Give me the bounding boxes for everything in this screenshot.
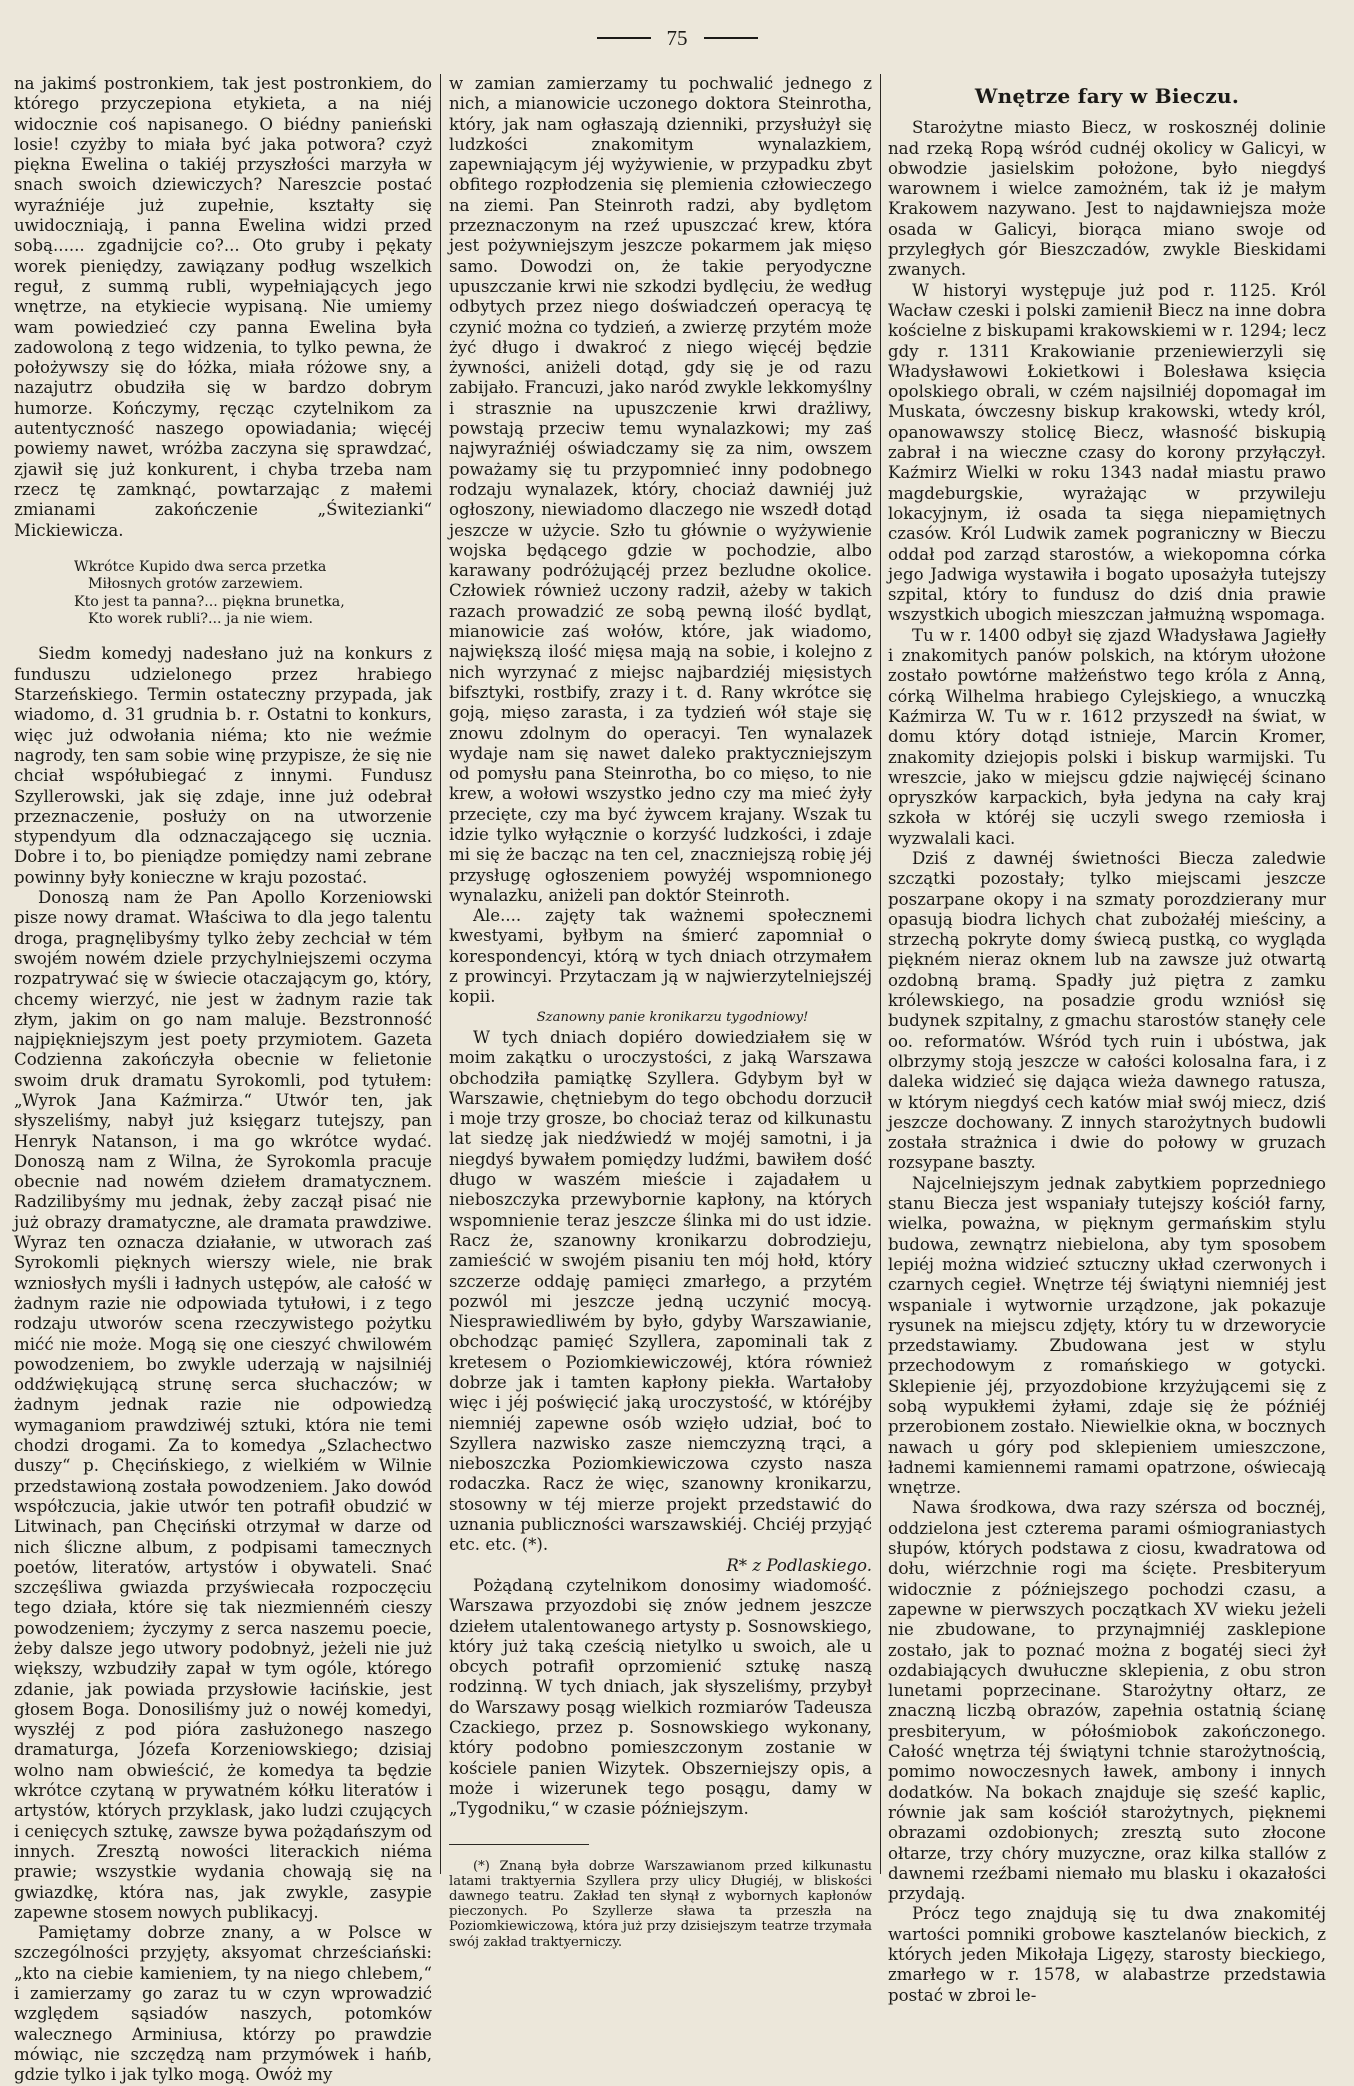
article-paragraph: Nawa środkowa, dwa razy szérsza od bocznéj, oddzielona jest czterema parami ośmiograniastych słupów, których podstawa z ciosu, kwadratowa od dołu, wiérzchnie rogi ma ścięte. Presbiteryum widocznie z późniejszego pochodzi czasu, a zapewne w pierwszych początkach XV wieku jeżeli nie zbudowane, to przynajmniéj zasklepione zostało, jak to poznać można z bogatéj sieci żył ozdabiających dwułuczne sklepienia, z obu stron lunetami poprzecinane. Starożytny ołtarz, ze znaczną liczbą obrazów, zapełnia ostatnią ścianę presbiteryum, w półośmiobok zakończonego. Całość wnętrza téj świątyni tchnie starożytnością, pomimo nowoczesnych ławek, ambony i innych dodatków. Na bokach znajduje się sześć kaplic, równie jak sam kościół starożytnych, pięknemi obrazami ozdobionych; zresztą suto złocone ołtarze, trzy chóry muzyczne, oraz kilka stallów z dawnemi rzeźbami niemało mu blasku i okazałości przydają. <box>888 1498 1326 1904</box>
article-paragraph: na jakimś postronkiem, tak jest postronkiem, do którego przyczepiona etykieta, a na niéj widocznie coś napisanego. O biédny panieński losie! czyżby to miała być jaka potwora? czyż piękna Ewelina o takiéj przyszłości marzyła w snach swoich dziewiczych? Nareszcie postać wyraźniéje już zupełnie, kształty się uwidoczniają, i panna Ewelina widzi przed sobą...... zgadnijcie co?... Oto gruby i pękaty worek pieniędzy, zawiązany podług wszelkich reguł, z summą rubli, wypełniających jego wnętrze, na etykiecie wypisaną. Nie umiemy wam powiedzieć czy panna Ewelina była zadowoloną z tego widzenia, to tylko pewna, że położywszy się do łóżka, miała różowe sny, a nazajutrz obudziła się w bardzo dobrym humorze. Kończymy, ręcząc czytelnikom za autentyczność naszego opowiadania; więcéj powiemy nawet, wróżba zaczyna się sprawdzać, zjawił się już konkurent, i chyba trzeba nam rzecz tę zamknąć, powtarzając z małemi zmianami zakończenie „Świtezianki“ Mickiewicza. <box>14 74 432 540</box>
page-header <box>0 16 1354 60</box>
column-2 <box>449 74 872 1950</box>
article-paragraph: w zamian zamierzamy tu pochwalić jednego z nich, a mianowicie uczonego doktora Steinrotha, który, jak nam ogłaszają dzienniki, przysłużył się ludzkości znakomitym wynalazkiem, zapewniającym jéj wyżywienie, w przypadku zbyt obfitego rozpłodzenia się plemienia człowieczego na ziemi. Pan Steinroth radzi, aby bydlętom przeznaczonym na rzeź upuszczać krew, która jest pożywniejszym jeszcze pokarmem jak mięso samo. Dowodzi on, że takie peryodyczne upuszczanie krwi nie szkodzi bydlęciu, że według odbytych przez niego doświadczeń operacyą tę czynić można co tydzień, a zwierzę przytém może żyć długo i dwakroć z niego więcéj będzie żywności, aniżeli dotąd, gdy się je od razu zabijało. Francuzi, jako naród zwykle lekkomyślny i strasznie na upuszczenie krwi drażliwy, powstają przeciw temu wynalazkowi; my zaś najwyraźniéj oświadczamy się za nim, owszem poważamy się tu przypomnieć inny podobnego rodzaju wynalazek, który, chociaż dawniéj już ogłoszony, niewiadomo dlaczego nie wszedł dotąd jeszcze w użycie. Szło tu głównie o wyżywienie wojska będącego gdzie w pochodzie, albo karawany podróżującéj przez bezludne okolice. Człowiek również uczony radził, ażeby w takich razach prowadzić ze sobą pewną ilość bydląt, mianowicie zaś wołów, które, jak wiadomo, największą ilość mięsa mają na sobie, i kolejno z nich wyrzynać z miejsc najbardziéj mięsistych bifsztyki, rostbify, zrazy i t. d. Rany wkrótce się goją, mięso zarasta, i za tydzień wół staje się znowu zdolnym do operacyi. Ten wynalazek wydaje nam się nawet daleko praktyczniejszym od pomysłu pana Steinrotha, bo co mięso, to nie krew, a wołowi wszystko jedno czy ma mieć żyły przecięte, czy ma być żywcem krajany. Wszak tu idzie tylko wyłącznie o korzyść ludzkości, i zdaje mi się że bacząc na ten cel, znaczniejszą robię jéj przysługę ogłoszeniem powyżéj wspomnionego wynalazku, aniżeli pan doktór Steinroth. <box>449 74 872 905</box>
column-divider-right <box>880 74 881 1874</box>
article-paragraph: Starożytne miasto Biecz, w roskosznéj dolinie nad rzeką Ropą wśród cudnéj okolicy w Galicyi, w obwodzie jasielskim położone, było niegdyś warownem i wielce zamożném, tak iż je małym Krakowem nazywano. Jest to najdawniejsza może osada w Galicyi, biorąca miano swoje od przyległych gór Bieszczadów, zwykle Bieskidami zwanych. <box>888 118 1326 280</box>
footnote: (*) Znaną była dobrze Warszawianom przed kilkunastu latami traktyernia Szyllera przy ulicy Długiéj, w bliskości dawnego teatru. Zakład ten słynął z wybornych kapłonów pieczonych. Po Szyllerze sława ta przeszła na Poziomkiewiczową, która już przy dzisiejszym teatrze trzymała swój zakład traktyerniczy. <box>449 1858 872 1950</box>
article-paragraph: Pożądaną czytelnikom donosimy wiadomość. Warszawa przyozdobi się znów jednem jeszcze dziełem utalentowanego artysty p. Sosnowskiego, który już taką cześcią nietylko u swoich, ale u obcych potrafił oprzomienić sztukę naszą rodzinną. W tych dniach, jak słyszeliśmy, przybył do Warszawy posąg wielkich rozmiarów Tadeusza Czackiego, przez p. Sosnowskiego wykonany, który podobno pomieszczonym zostanie w kościele panien Wizytek. Obszerniejszy opis, a może i wizerunek tego posągu, damy w „Tygodniku,“ w czasie późniejszym. <box>449 1575 872 1819</box>
letter-paragraph: W tych dniach dopiéro dowiedziałem się w moim zakątku o uroczystości, z jaką Warszawa obchodziła pamiątkę Szyllera. Gdybym był w Warszawie, chętniebym do tego obchodu dorzucił i moje trzy grosze, bo chociaż teraz od kilkunastu lat siedzę jak niedźwiedź w mojéj samotni, i ja niegdyś bywałem pomiędzy ludźmi, bawiłem dość długo w waszém mieście i zajadałem u nieboszczyka przewybornie kapłony, na których wspomnienie teraz jeszcze ślinka mi do ust idzie. Racz że, szanowny kronikarzu dobrodzieju, zamieścić w swojém pisaniu ten mój hołd, który szczerze oddaję pamięci zmarłego, a przytém pozwól mi jeszcze jedną uczynić mocyą. Niesprawiedliwém by było, gdyby Warszawianie, obchodząc pamięć Szyllera, zapominali tak z kretesem o Poziomkiewiczowéj, która również dobrze jak i tamten kapłony piekła. Wartałoby więc i jéj poświęcić jaką uroczystość, w któréjby niemniéj zapewne osób wzięło udział, boć to Szyllera nazwisko zasze niemczyzną trąci, a nieboszczka Poziomkiewiczowa czysto nasza rodaczka. Racz że więc, szanowny kronikarzu, stosowny w téj mierze projekt przedstawić do uznania publiczności warszawskiéj. Chciéj przyjąć etc. etc. (*). <box>449 1027 872 1555</box>
header-rule-right <box>704 37 758 39</box>
article-paragraph: W historyi występuje już pod r. 1125. Król Wacław czeski i polski zamienił Biecz na inne dobra kościelne z biskupami krakowskiemi w r. 1294; lecz gdy r. 1311 Krakowianie przeniewierzyli się Władysławowi Łokietkowi i Bolesława księcia opolskiego obrali, w czém najsilniéj dopomagał im Muskata, ówczesny biskup krakowski, wtedy król, opanowawszy stolicę Biecz, własność biskupią zabrał i na wieczne czasy do korony przyłączył. Kaźmirz Wielki w roku 1343 nadał miastu prawo magdeburgskie, wyrażając w przywileju lokacyjnym, iż osada ta sięga niepamiętnych czasów. Król Ludwik zamek pograniczny w Bieczu oddał pod zarząd starostów, a wiekopomna córka jego Jadwiga wystawiła i bogato uposażyła tutejszy szpital, który to fundusz do dziś dnia prawie wszystkich ubogich mieszczan jałmużną wspomaga. <box>888 280 1326 625</box>
article-paragraph: Ale.... zajęty tak ważnemi społecznemi kwestyami, byłbym na śmierć zapomniał o korespondencyi, którą w tych dniach otrzymałem z prowincyi. Przytaczam ją w najwierzytelniejszéj kopii. <box>449 906 872 1007</box>
signature-text: R* z Podlaskiego. <box>726 1555 872 1575</box>
poem-line: Miłosnych grotów zarzewiem. <box>88 576 304 593</box>
poem-line: Wkrótce Kupido dwa serca przetka <box>74 558 327 575</box>
poem-line: Kto jest ta panna?... piękna brunetka, <box>74 593 345 610</box>
article-paragraph: Prócz tego znajdują się tu dwa znakomitéj wartości pomniki grobowe kasztelanów bieckich, z których jeden Mikołaja Ligęzy, starosty bieckiego, zmarłego w r. 1578, w alabastrze przedstawia postać w zbroi le- <box>888 1904 1326 2005</box>
article-paragraph: Dziś z dawnéj świetności Biecza zaledwie szczątki pozostały; tylko miejscami jeszcze poszarpane okopy i na szmaty porozdzierany mur opasują biodra lichych chat zubożałéj mieściny, a strzechą pokryte domy świecą pustką, co wygląda piękném nieraz oknem lub na zawsze już otwartą ozdobną bramą. Spadły już piętra z zamku królewskiego, na posadzie grodu wzniósł się budynek szpitalny, z gmachu starostów stanęły cele oo. reformatów. Wśród tych ruin i ubóstwa, jak olbrzymy stoją jeszcze w całości kolosalna fara, i z daleka widzieć się dająca wieża dawnego ratusza, w którym niegdyś cech katów miał swój miecz, dziś jeszcze dochowany. Z innych starożytnych budowli została strażnica i dwie do połowy w gruzach rozsypane baszty. <box>888 848 1326 1173</box>
article-paragraph: Donoszą nam że Pan Apollo Korzeniowski pisze nowy dramat. Właściwa to dla jego talentu droga, pragnęlibyśmy tylko żeby zechciał w tém swojém nowém dziele przychylniejszemi oczyma rozpatrywać się w świecie otaczającym go, który, chcemy wierzyć, nie jest w żadnym razie tak złym, jakim on go nam maluje. Bezstronność najpiękniejszym jest poety przymiotem. Gazeta Codzienna zakończyła obecnie w felietonie swoim druk dramatu Syrokomli, pod tytułem: „Wyrok Jana Kaźmirza.“ Utwór ten, jak słyszeliśmy, nabył już księgarz tutejszy, pan Henryk Natanson, i ma go wkrótce wydać. Donoszą nam z Wilna, że Syrokomla pracuje obecnie nad nowém dziełem dramatycznem. Radzilibyśmy mu jednak, żeby zaczął pisać nie już obrazy dramatyczne, ale dramata prawdziwe. Wyraz ten oznacza działanie, w utworach zaś Syrokomli pięknych wierszy wiele, nie brak wzniosłych myśli i ładnych ustępów, ale całość w żadnym razie nie odpowiada tytułowi, i z tego rodzaju utworów scena rzeczywistego pożytku mićć nie może. Mogą się one cieszyć chwilowém powodzeniem, bo zwykle uderzają w najsilniéj oddźwiękującą strunę serca słuchaczów; w żadnym jednak razie nie odpowiedzą wymaganiom prawdziwéj sztuki, która nie temi chodzi drogami. Za to komedya „Szlachectwo duszy“ p. Chęcińskiego, z wielkiém w Wilnie przedstawioną została powodzeniem. Jako dowód współczucia, jakie utwór ten potrafił obudzić w Litwinach, pan Chęciński otrzymał w darze od nich śliczne album, z podpisami tamecznych poetów, literatów, artystów i obywateli. Snać szczęśliwa gwiazda przyświecała rozpoczęciu tego działa, które się tak niezmiennéṁ cieszy powodzeniem; życzymy z serca naszemu poecie, żeby dalsze jego utwory podobnyż, jeżeli nie już większy, wzbudziły zapał w tym ogóle, którego zdanie, jak powiada przysłowie łacińskie, jest głosem Boga. Donosiliśmy już o nowéj komedyi, wyszłéj z pod pióra zasłużonego naszego dramaturga, Józefa Korzeniowskiego; dzisiaj wolno nam obwieścić, że komedya ta będzie wkrótce czytaną w prywatném kółku literatów i artystów, których przyklask, jako ludzi czujących i cenięcych sztukę, zawsze bywa pożądańszym od innych. Zresztą nowości literackich niéma prawie; wszystkie wydania chowają się na gwiazdkę, która nas, jak zwykle, zasypie zapewne stosem nowych publikacyj. <box>14 888 432 1922</box>
letter-signature <box>449 1556 872 1576</box>
footnote-separator <box>449 1844 589 1845</box>
header-rule-left <box>597 37 651 39</box>
page-number: 75 <box>666 25 688 50</box>
column-1 <box>14 74 432 2085</box>
article-title: Wnętrze fary w Bieczu. <box>974 84 1240 108</box>
article-paragraph: Siedm komedyj nadesłano już na konkurs z funduszu udzielonego przez hrabiego Starzeńskiego. Termin ostateczny przypada, jak wiadomo, d. 31 grudnia b. r. Ostatni to konkurs, więc już odwołania niéma; kto nie weźmie nagrody, ten sam sobie winę przypisze, że się nie chciał współubiegać z innymi. Fundusz Szyllerowski, jak się zdaje, inne już odebrał przeznaczenie, posłuży on na utworzenie stypendyum dla odznaczającego się ucznia. Dobre i to, bo pieniądze pomiędzy nami zebrane powinny były konieczne w kraju pozostać. <box>14 644 432 887</box>
article-paragraph: Pamiętamy dobrze znany, a w Polsce w szczególności przyjęty, aksyomat chrześciański: „kto na ciebie kamieniem, ty na niego chlebem,“ i zamierzamy go zaraz tu w czyn wprowadzić względem sąsiadów naszych, potomków walecznego Arminiusa, którzy po prawdzie mówiąc, nie szczędzą nam przymówek i hańb, gdzie tylko i jak tylko mogą. Owóż my <box>14 1923 432 2085</box>
poem-stanza <box>74 559 432 629</box>
column-3 <box>888 74 1326 2005</box>
article-paragraph: Tu w r. 1400 odbył się zjazd Władysława Jagiełły i znakomitych panów polskich, na którym ułożone zostało powtórne małżeństwo tego króla z Anną, córką Wilhelma hrabiego Cylejskiego, a wnuczką Kaźmirza W. Tu w r. 1612 przyszedł na świat, w domu który dotąd istnieje, Marcin Kromer, znakomity dziejopis polski i biskup warmijski. Tu wreszcie, jako w miejscu gdzie najwięcéj ścinano opryszków karpackich, była jedyna na cały kraj szkoła w któréj się uczyli swego rzemiosła i wyzwalali kaci. <box>888 625 1326 848</box>
letter-heading: Szanowny panie kronikarzu tygodniowy! <box>536 1009 809 1025</box>
article-paragraph: Najcelniejszym jednak zabytkiem poprzedniego stanu Biecza jest wspaniały tutejszy kościół farny, wielka, poważna, w pięknym germańskim stylu budowa, zewnątrz niebielona, aby tym sposobem lepiéj można widzieć sztuczny układ czerwonych i czarnych cegieł. Wnętrze téj świątyni niemniéj jest wspaniale i wytwornie urządzone, jak pokazuje rysunek na miejscu zdjęty, który tu w drzeworycie przedstawiamy. Zbudowana jest w stylu przechodowym z romańskiego w gotycki. Sklepienie jéj, przyozdobione krzyżującemi się z sobą wypukłemi żyłami, zdaje się że późniéj przerobionem zostało. Niewielkie okna, w bocznych nawach u góry pod sklepieniem umieszczone, ładnemi kamiennemi ramami opatrzone, oświecają wnętrze. <box>888 1173 1326 1498</box>
poem-line: Kto worek rubli?... ja nie wiem. <box>88 611 314 628</box>
column-divider-left <box>440 74 441 1874</box>
